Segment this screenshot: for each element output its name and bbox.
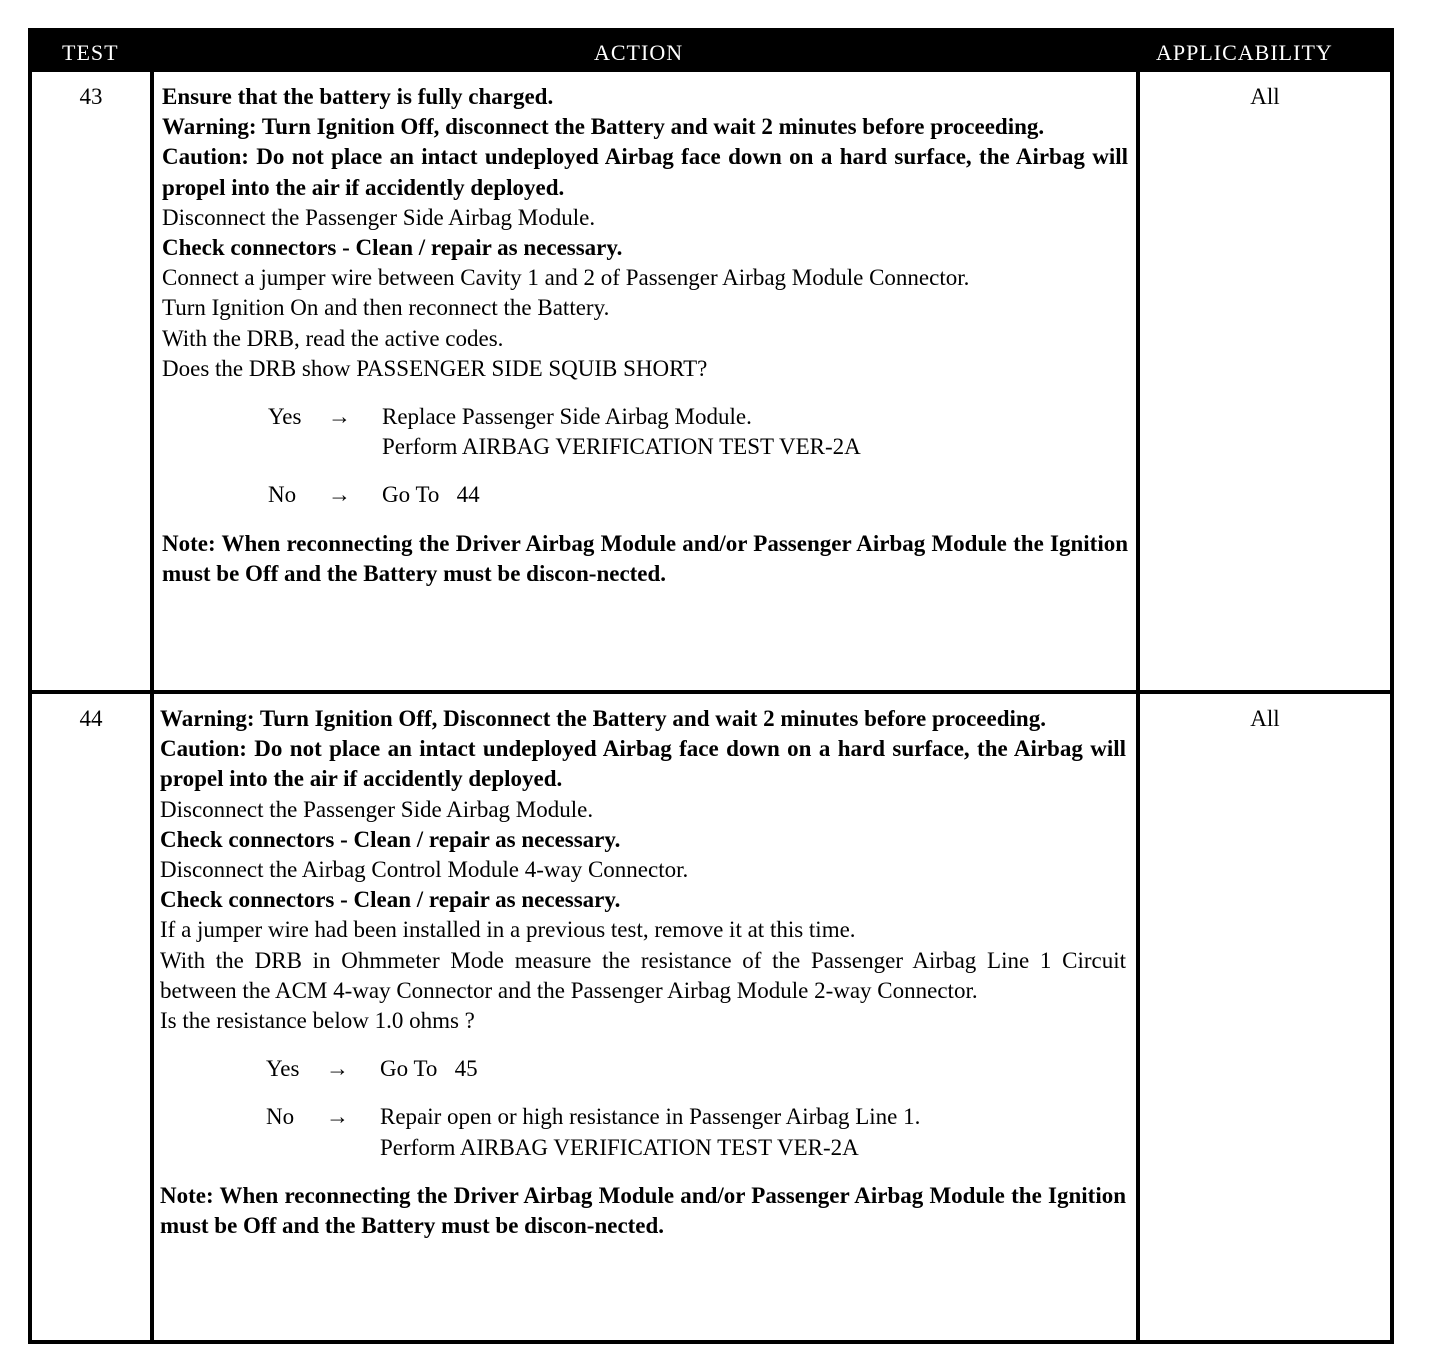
action-line: Connect a jumper wire between Cavity 1 and 2 of Passenger Airbag Module Connector. [162,265,970,291]
applicability-value: All [1250,706,1280,731]
no-branch [160,1102,1126,1162]
caution-line: Caution: Do not place an intact undeployed Airbag face down on a hard surface, the Airbag will propel into the air if accidently deployed. [160,736,1126,792]
test-number: 44 [79,706,103,731]
no-branch [162,480,1128,510]
header-action: ACTION [594,40,684,65]
action-line: Disconnect the Airbag Control Module 4-way Connector. [160,857,689,883]
test-cell [32,694,154,1340]
no-result [382,480,1128,510]
arrow-icon: → [326,1104,349,1130]
yes-result [382,402,1128,462]
result-line: Perform AIRBAG VERIFICATION TEST VER-2A [382,434,861,460]
yes-branch [160,1054,1126,1084]
yes-label: Yes [266,1056,300,1082]
result-line: Repair open or high resistance in Passenger Airbag Line 1. [380,1104,921,1130]
no-label: No [268,482,297,508]
note-text: Note: When reconnecting the Driver Airbag Module and/or Passenger Airbag Module the Ignition must be Off and the Battery must be discon-nected. [160,1182,1126,1239]
header-test: TEST [62,40,119,65]
action-cell [154,72,1140,690]
action-text [160,704,1126,1241]
applicability-cell [1140,72,1390,690]
action-cell [154,694,1140,1340]
table-row [32,72,1390,694]
warning-line: Warning: Turn Ignition Off, Disconnect the Battery and wait 2 minutes before proceeding. [160,706,1046,731]
no-label: No [266,1104,295,1130]
question-line: Does the DRB show PASSENGER SIDE SQUIB SHORT? [162,355,708,381]
arrow-icon: → [326,1056,349,1082]
table-header [32,32,1390,72]
arrow-icon: → [328,482,351,508]
action-line: Disconnect the Passenger Side Airbag Module. [160,796,594,822]
applicability-value: All [1250,84,1280,109]
action-line: Check connectors - Clean / repair as necessary. [162,235,623,261]
question-line: Is the resistance below 1.0 ohms ? [160,1008,475,1034]
yes-result [380,1054,1126,1084]
action-line: With the DRB, read the active codes. [162,325,504,351]
action-line: Disconnect the Passenger Side Airbag Module. [162,204,596,230]
action-line: Check connectors - Clean / repair as necessary. [160,887,621,913]
action-line: Turn Ignition On and then reconnect the Battery. [162,295,610,321]
action-line: With the DRB in Ohmmeter Mode measure the resistance of the Passenger Airbag Line 1 Circuit between the ACM 4-way Connector and the Passenger Airbag Module 2-way Connector. [160,947,1126,1003]
result-line: Perform AIRBAG VERIFICATION TEST VER-2A [380,1134,859,1160]
no-result [380,1102,1126,1162]
note-text: Note: When reconnecting the Driver Airbag Module and/or Passenger Airbag Module the Ignition must be Off and the Battery must be discon-nected. [162,530,1128,586]
test-cell [32,72,154,690]
result-line: Go To 45 [380,1056,478,1082]
diagnostic-table [28,28,1394,1344]
result-line: Replace Passenger Side Airbag Module. [382,404,752,430]
yes-branch [162,402,1128,462]
header-applicability: APPLICABILITY [1156,40,1333,65]
action-text [162,82,1128,589]
action-line: Ensure that the battery is fully charged. [162,84,554,109]
arrow-icon: → [328,404,351,430]
applicability-cell [1140,694,1390,1340]
action-line: If a jumper wire had been installed in a previous test, remove it at this time. [160,917,856,943]
test-number: 43 [79,84,103,109]
yes-label: Yes [268,404,302,430]
caution-line: Caution: Do not place an intact undeployed Airbag face down on a hard surface, the Airbag will propel into the air if accidently deployed. [162,144,1128,200]
table-row [32,694,1390,1340]
action-line: Check connectors - Clean / repair as necessary. [160,826,621,852]
result-line: Go To 44 [382,482,480,508]
warning-line: Warning: Turn Ignition Off, disconnect the Battery and wait 2 minutes before proceeding. [162,114,1045,140]
